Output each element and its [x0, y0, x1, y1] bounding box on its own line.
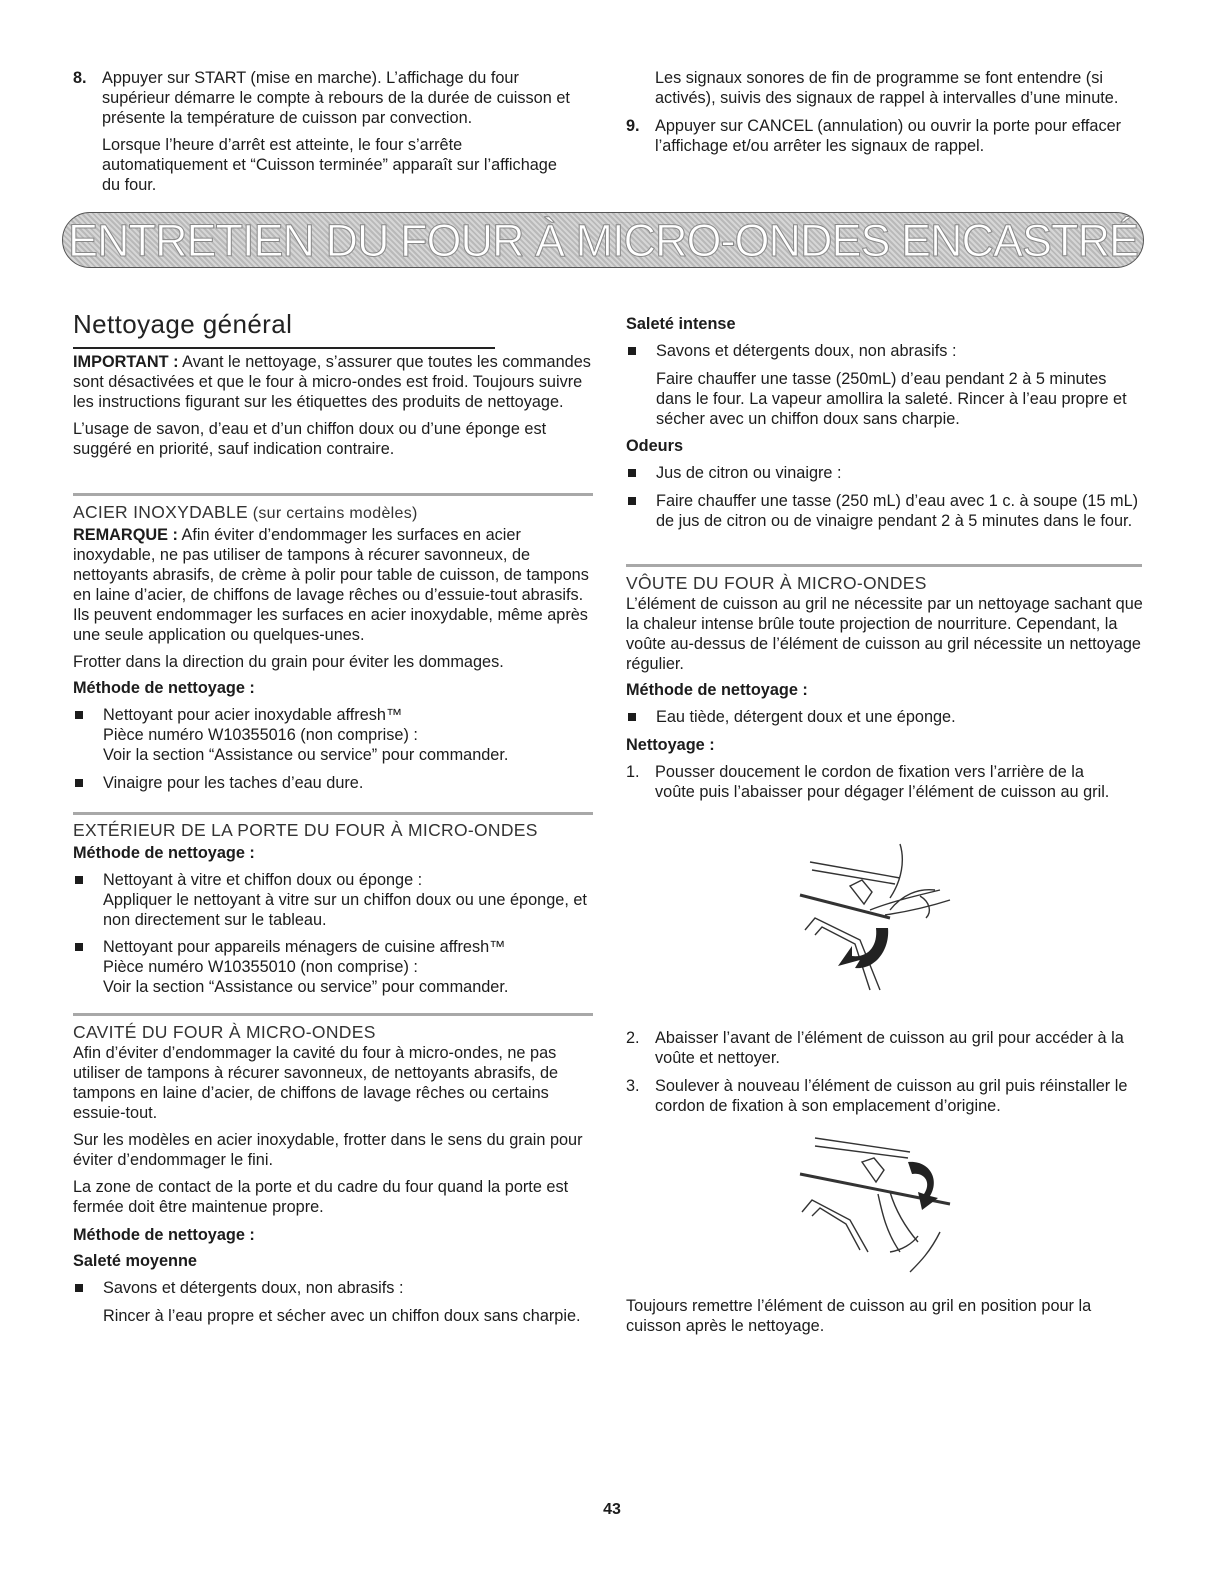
- step-number: 1.: [626, 763, 640, 781]
- step-number: 3.: [626, 1077, 640, 1095]
- stainless-title-main: ACIER INOXYDABLE: [73, 502, 248, 522]
- cavity-section: [73, 1022, 593, 1326]
- method-label: Méthode de nettoyage :: [73, 679, 255, 697]
- bullet-icon: [75, 943, 83, 951]
- stainless-title: [73, 502, 593, 524]
- bullet-subtext: Faire chauffer une tasse (250mL) d’eau pendant 2 à 5 minutes dans le four. La vapeur amollira la saleté. Rincer à l’eau propre et sécher avec un chiffon doux sans charpie.: [656, 370, 1127, 428]
- bullet-icon: [75, 876, 83, 884]
- page-number: 43: [603, 1501, 621, 1518]
- bullet-line: Savons et détergents doux, non abrasifs :: [656, 342, 957, 360]
- remarque-note: [73, 525, 593, 645]
- grill-release-illustration: [790, 840, 970, 1000]
- list-item: [626, 707, 1146, 727]
- list-item: [626, 341, 1146, 429]
- stainless-title-small: (sur certains modèles): [248, 505, 418, 522]
- cavity-p1: Afin d’éviter d’endommager la cavité du four à micro-ondes, ne pas utiliser de tampons à récurer savonneux, de nettoyants abrasifs, de tampons en laine d’acier, de chiffons de lavage rêches ou certains essuie-tout.: [73, 1044, 559, 1122]
- step-8: [73, 68, 573, 195]
- ceiling-p1: L’élément de cuisson au gril ne nécessite par un nettoyage sachant que la chaleur intense brûle toute projection de nourriture. Cependant, la voûte au-dessus de l’élément de cuisson au gril nécessite un nettoyage régulier.: [626, 595, 1143, 673]
- important-label: IMPORTANT :: [73, 353, 179, 371]
- cavity-p3: La zone de contact de la porte et du cadre du four quand la porte est fermée doit être maintenue propre.: [73, 1178, 569, 1216]
- general-section: [73, 352, 593, 459]
- step-text: Soulever à nouveau l’élément de cuisson au gril puis réinstaller le cordon de fixation à son emplacement d’origine.: [655, 1077, 1128, 1115]
- final-note: Toujours remettre l’élément de cuisson au gril en position pour la cuisson après le nettoyage.: [626, 1297, 1092, 1335]
- list-item: [73, 870, 593, 930]
- intense-section: [626, 314, 1146, 531]
- steps-2-3: [626, 1028, 1146, 1116]
- list-item: [73, 773, 593, 793]
- usage-text: L’usage de savon, d’eau et d’un chiffon doux ou d’une éponge est suggéré en priorité, sauf indication contraire.: [73, 420, 547, 458]
- divider: [73, 493, 593, 496]
- general-cleaning-title: Nettoyage général: [73, 309, 293, 339]
- method-label: Méthode de nettoyage :: [73, 1226, 255, 1244]
- step-text-cont: Lorsque l’heure d’arrêt est atteinte, le four s’arrête automatiquement et “Cuisson terminée” apparaît sur l’affichage du four.: [102, 136, 557, 194]
- section-banner: [62, 212, 1144, 268]
- step-number: 2.: [626, 1029, 640, 1047]
- moyenne-label: Saleté moyenne: [73, 1252, 197, 1270]
- list-item: [626, 491, 1146, 531]
- step-text: Appuyer sur CANCEL (annulation) ou ouvrir la porte pour effacer l’affichage et/ou arrêter les signaux de rappel.: [655, 117, 1122, 155]
- bullet-line: Vinaigre pour les taches d’eau dure.: [103, 774, 364, 792]
- bullet-line: Pièce numéro W10355010 (non comprise) :: [103, 958, 418, 976]
- bullet-line: Nettoyant pour appareils ménagers de cuisine affresh™: [103, 938, 506, 956]
- step-9: [626, 116, 1146, 156]
- stainless-section: [73, 502, 593, 793]
- title-underline: [73, 347, 495, 349]
- grill-reinstall-illustration: [790, 1132, 970, 1282]
- odeurs-title: Odeurs: [626, 437, 684, 455]
- bullet-icon: [75, 1284, 83, 1292]
- cavity-title: CAVITÉ DU FOUR À MICRO-ONDES: [73, 1022, 376, 1042]
- bullet-icon: [628, 713, 636, 721]
- signals-text: Les signaux sonores de fin de programme se font entendre (si activés), suivis des signaux de rappel à intervalles d’une minute.: [655, 69, 1119, 107]
- exterior-section: [73, 820, 593, 997]
- bullet-line: Faire chauffer une tasse (250 mL) d’eau avec 1 c. à soupe (15 mL) de jus de citron ou de vinaigre pendant 2 à 5 minutes dans le four.: [656, 492, 1139, 530]
- bullet-icon: [75, 779, 83, 787]
- method-label: Méthode de nettoyage :: [626, 681, 808, 699]
- remarque-text: Afin éviter d’endommager les surfaces en acier inoxydable, ne pas utiliser de tampons à récurer savonneux, de nettoyants abrasifs, de crème à polir pour table de cuisson, de tampons en laine d’acier, de chiffons de lavage rêches ou d’essuie-tout abrasifs. Ils peuvent endommager les surfaces en acier inoxydable, même après une seule application ou quelques-unes.: [73, 526, 589, 644]
- method-label: Méthode de nettoyage :: [73, 844, 255, 862]
- bullet-line: Pièce numéro W10355016 (non comprise) :: [103, 726, 418, 744]
- ceiling-title: VÔUTE DU FOUR À MICRO-ONDES: [626, 573, 927, 593]
- cavity-p2: Sur les modèles en acier inoxydable, frotter dans le sens du grain pour éviter d’endommager le fini.: [73, 1131, 583, 1169]
- important-text: Avant le nettoyage, s’assurer que toutes les commandes sont désactivées et que le four à micro-ondes est froid. Toujours suivre les instructions figurant sur les étiquettes des produits de nettoyage.: [73, 353, 591, 411]
- step-1: [626, 762, 1146, 802]
- step-2: [626, 1028, 1146, 1068]
- list-item: [73, 705, 593, 765]
- step-number: 9.: [626, 117, 640, 135]
- list-item: [626, 463, 1146, 483]
- divider: [73, 812, 593, 815]
- intense-title: Saleté intense: [626, 315, 736, 333]
- bullet-line: Nettoyant à vitre et chiffon doux ou éponge :: [103, 871, 423, 889]
- bullet-icon: [628, 469, 636, 477]
- bullet-line: Voir la section “Assistance ou service” pour commander.: [103, 978, 509, 996]
- list-item: [73, 937, 593, 997]
- bullet-line: Jus de citron ou vinaigre :: [656, 464, 842, 482]
- important-note: [73, 352, 593, 412]
- step-text: Appuyer sur START (mise en marche). L’affichage du four supérieur démarre le compte à rebours de la durée de cuisson et présente la température de cuisson par convection.: [102, 69, 570, 127]
- bullet-subtext: Rincer à l’eau propre et sécher avec un chiffon doux sans charpie.: [103, 1307, 581, 1325]
- exterior-title: EXTÉRIEUR DE LA PORTE DU FOUR À MICRO-ONDES: [73, 820, 538, 840]
- nettoyage-label: Nettoyage :: [626, 736, 715, 754]
- bullet-icon: [75, 711, 83, 719]
- step-text: Pousser doucement le cordon de fixation vers l’arrière de la voûte puis l’abaisser pour dégager l’élément de cuisson au gril.: [655, 763, 1110, 801]
- bullet-icon: [628, 347, 636, 355]
- step-text: Abaisser l’avant de l’élément de cuisson au gril pour accéder à la voûte et nettoyer.: [655, 1029, 1124, 1067]
- banner-title: ENTRETIEN DU FOUR À MICRO-ONDES ENCASTRÉ: [67, 215, 1139, 266]
- bullet-line: Eau tiède, détergent doux et une éponge.: [656, 708, 956, 726]
- remarque-label: REMARQUE :: [73, 526, 178, 544]
- step-3: [626, 1076, 1146, 1116]
- bullet-line: Voir la section “Assistance ou service” pour commander.: [103, 746, 509, 764]
- step-number: 8.: [73, 69, 87, 87]
- ceiling-section: [626, 573, 1146, 802]
- divider: [73, 1013, 593, 1016]
- bullet-icon: [628, 497, 636, 505]
- arrow-icon: [908, 1162, 938, 1210]
- divider: [626, 564, 1142, 567]
- bullet-line: Nettoyant pour acier inoxydable affresh™: [103, 706, 403, 724]
- bullet-line: Savons et détergents doux, non abrasifs :: [103, 1279, 404, 1297]
- top-right-text: [626, 68, 1146, 156]
- list-item: [73, 1278, 593, 1326]
- bullet-line: Appliquer le nettoyant à vitre sur un chiffon doux ou une éponge, et non directement sur le tableau.: [103, 891, 587, 929]
- frotter-text: Frotter dans la direction du grain pour éviter les dommages.: [73, 653, 504, 671]
